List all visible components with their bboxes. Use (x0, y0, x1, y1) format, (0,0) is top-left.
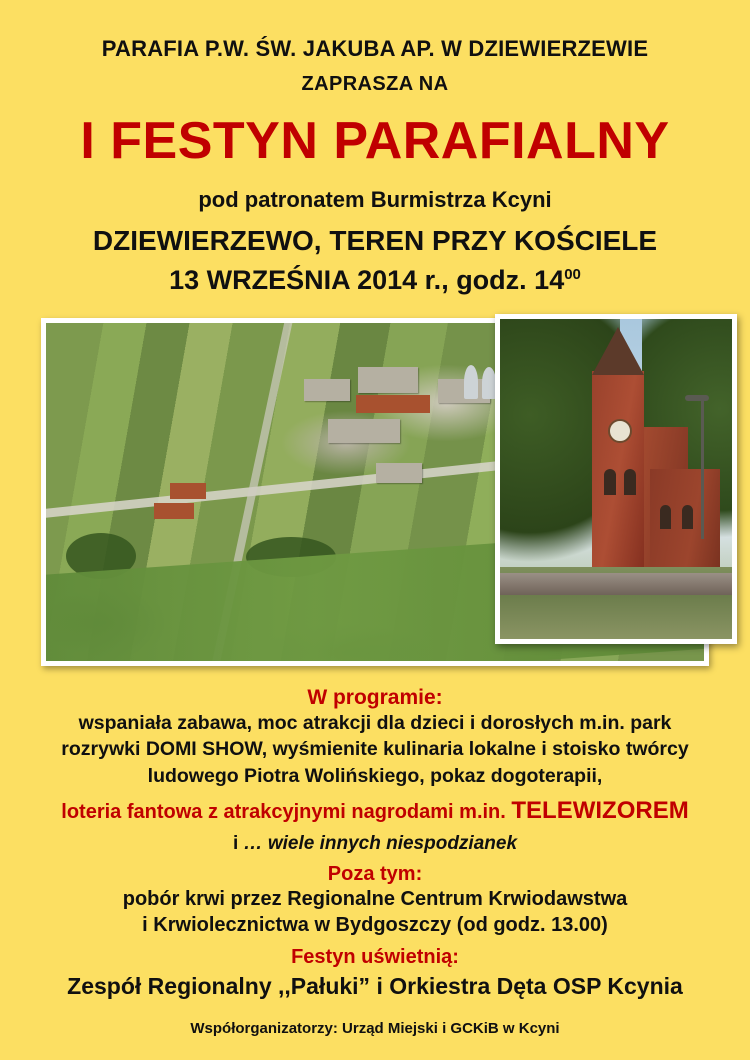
aerial-roof (170, 483, 206, 499)
music-heading: Festyn uświetnią: (291, 946, 459, 969)
date-text: 13 WRZEŚNIA 2014 r., godz. 14 (169, 264, 565, 295)
church-tower (592, 371, 644, 577)
blood-donation-line-2: i Krwiolecznictwa w Bydgoszczy (od godz. 13.00) (142, 914, 608, 937)
aerial-roof (356, 395, 430, 413)
surprise-prefix: i (232, 833, 244, 855)
lottery-line (30, 795, 720, 827)
besides-heading: Poza tym: (327, 863, 423, 886)
parish-line: PARAFIA P.W. ŚW. JAKUBA AP. W DZIEWIERZEWIE (101, 36, 649, 61)
aerial-silo (482, 367, 496, 399)
aerial-building (328, 419, 400, 443)
surprise-line (30, 833, 720, 855)
clock-icon (608, 419, 632, 443)
date-line (169, 265, 581, 296)
blood-donation-line-1: pobór krwi przez Regionalne Centrum Krwiodawstwa (122, 888, 628, 911)
aerial-roof (154, 503, 194, 519)
music-performers: Zespół Regionalny ,,Pałuki” i Orkiestra Dęta OSP Kcynia (67, 973, 683, 1000)
program-heading: W programie: (307, 685, 443, 709)
patron-line: pod patronatem Burmistrza Kcyni (198, 186, 552, 212)
aerial-building (376, 463, 422, 483)
aerial-building (304, 379, 350, 401)
street-lamp (701, 399, 704, 539)
church-window (660, 505, 671, 529)
invitation-line: ZAPRASZA NA (301, 73, 449, 96)
co-organizers: Współorganizatorzy: Urząd Miejski i GCKiB w Kcyni (190, 1020, 560, 1038)
photo-group (41, 318, 709, 668)
program-line-1: wspaniała zabawa, moc atrakcji dla dzieci i dorosłych m.in. park (78, 711, 672, 734)
church-window (604, 469, 616, 495)
church-fence-wall (500, 573, 732, 595)
aerial-building (358, 367, 418, 393)
church-photo (495, 314, 737, 644)
program-line-2: rozrywki DOMI SHOW, wyśmienite kulinaria lokalne i stoisko twórcy (61, 738, 689, 761)
program-section (30, 682, 720, 1000)
church-window (682, 505, 693, 529)
aerial-silo (464, 365, 478, 399)
date-superscript: 00 (564, 265, 581, 283)
program-line-3: ludowego Piotra Wolińskiego, pokaz dogoterapii, (147, 764, 603, 787)
lottery-prize: TELEWIZOREM (511, 796, 689, 824)
church-window (624, 469, 636, 495)
lottery-text: loteria fantowa z atrakcyjnymi nagrodami m.in. (61, 800, 512, 823)
church-spire (592, 327, 644, 375)
location-line: DZIEWIERZEWO, TEREN PRZY KOŚCIELE (92, 224, 658, 256)
page-title: I FESTYN PARAFIALNY (80, 112, 670, 171)
surprise-text: … wiele innych niespodzianek (243, 833, 518, 855)
